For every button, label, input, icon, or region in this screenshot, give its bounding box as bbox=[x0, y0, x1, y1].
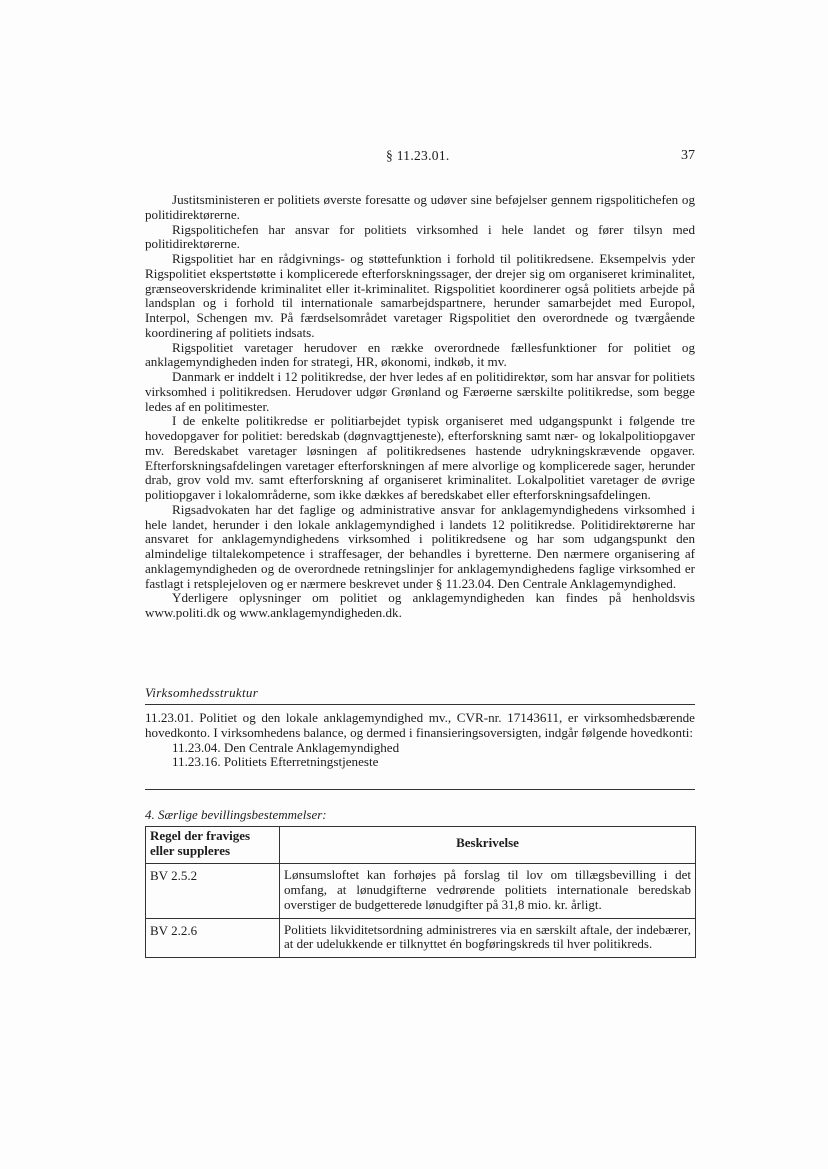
page-number: 37 bbox=[681, 148, 695, 163]
paragraph: Rigspolitiet har en rådgivnings- og støttefunktion i forhold til politikredsene. Eksempelvis yder Rigspolitiet ekspertstøtte i komplicerede efterforskningssager, der drejer sig om organiseret kriminalitet, grænseoverskridende kriminalitet eller it-kriminalitet. Rigspolitiet koordinerer også politiets arbejde på landsplan og i forhold til internationale samarbejdspartnere, herunder samarbejdet med Europol, Interpol, Schengen mv. På færdselsområdet varetager Rigspolitiet den overordnede og tværgående koordinering af politiets indsats. bbox=[145, 251, 695, 340]
section-number: § 11.23.01. bbox=[386, 148, 450, 163]
list-item: 11.23.16. Politiets Efterretningstjeneste bbox=[172, 754, 379, 770]
heading-rule bbox=[145, 704, 695, 705]
virksomhedsstruktur-section bbox=[145, 711, 695, 770]
description-cell: Politiets likviditetsordning administreres via en særskilt aftale, der indebærer, at der udelukkende er tilknyttet én bogføringskreds til hver politikreds. bbox=[280, 918, 696, 957]
paragraph: Yderligere oplysninger om politiet og anklagemyndigheden kan findes på henholdsvis www.politi.dk og www.anklagemyndigheden.dk. bbox=[145, 590, 695, 620]
description-cell: Lønsumsloftet kan forhøjes på forslag til lov om tillægsbevilling i det omfang, at lønudgifterne vedrørende politiets internationale beredskab overstiger de budgetterede lønudgifter på 31,8 mio. kr. årligt. bbox=[280, 864, 696, 918]
column-header-description: Beskrivelse bbox=[280, 827, 696, 864]
paragraph: Justitsministeren er politiets øverste foresatte og udøver sine beføjelser gennem rigspolitichefen og politidirektørerne. bbox=[145, 192, 695, 222]
rule-cell: BV 2.5.2 bbox=[146, 864, 280, 918]
paragraph: Rigspolitiet varetager herudover en række overordnede fællesfunktioner for politiet og anklagemyndigheden inden for strategi, HR, økonomi, indkøb, it mv. bbox=[145, 339, 695, 370]
list-item: 11.23.04. Den Centrale Anklagemyndighed bbox=[172, 739, 400, 755]
paragraph: I de enkelte politikredse er politiarbejdet typisk organiseret med udgangspunkt i følgende tre hovedopgaver for politiet: beredskab (døgnvagttjeneste), efterforskning samt nær- og lokalpolitiopgaver mv. Beredskabet varetager løsningen af politikredsenes hastende udrykningskrævende opgaver. Efterforskningsafdelingen varetager efterforskningen af mere alvorlige og komplicerede sager, herunder drab, grov vold mv. samt efterforskning af organiseret kriminalitet. Lokalpolitiet varetager de øvrige politiopgaver i lokalområderne, som ikke dækkes af beredskabet eller efterforskningsafdelingen. bbox=[145, 413, 695, 502]
paragraph: Danmark er inddelt i 12 politikredse, der hver ledes af en politidirektør, som har ansvar for politiets virksomhed i politikredsen. Herudover udgør Grønland og Færøerne særskilte politikredse, som begge ledes af en politimester. bbox=[145, 369, 695, 414]
table-header-row bbox=[146, 827, 696, 864]
body-text bbox=[145, 193, 695, 621]
virksomhedsstruktur-heading: Virksomhedsstruktur bbox=[145, 685, 259, 700]
table-row bbox=[146, 864, 696, 918]
paragraph: Rigsadvokaten har det faglige og administrative ansvar for anklagemyndighedens virksomhed i hele landet, herunder i den lokale anklagemyndighed i landets 12 politikredse. Politidirektørerne har ansvaret for anklagemyndighedens virksomhed i politikredsene og har som udgangspunkt den almindelige tiltalekompetence i straffesager, der behandles i byretterne. Den nærmere organisering af anklagemyndigheden og de overordnede retningslinjer for anklagemyndighedens faglige virksomhed er fastlagt i retsplejeloven og er nærmere beskrevet under § 11.23.04. Den Centrale Anklagemyndighed. bbox=[145, 501, 695, 591]
virksomhedsstruktur-intro: 11.23.01. Politiet og den lokale anklagemyndighed mv., CVR-nr. 17143611, er virksomhedsbærende hovedkonto. I virksomhedens balance, og dermed i finansieringsoversigten, indgår følgende hovedkonti: bbox=[145, 710, 695, 740]
bevillingsbestemmelser-heading: 4. Særlige bevillingsbestemmelser: bbox=[145, 807, 327, 822]
bevillingsbestemmelser-table bbox=[145, 826, 696, 958]
column-header-rule: Regel der fraviges eller suppleres bbox=[146, 827, 280, 864]
paragraph: Rigspolitichefen har ansvar for politiets virksomhed i hele landet og fører tilsyn med politidirektørerne. bbox=[145, 221, 695, 252]
section-rule bbox=[145, 789, 695, 790]
rule-cell: BV 2.2.6 bbox=[146, 918, 280, 957]
table-row bbox=[146, 918, 696, 957]
